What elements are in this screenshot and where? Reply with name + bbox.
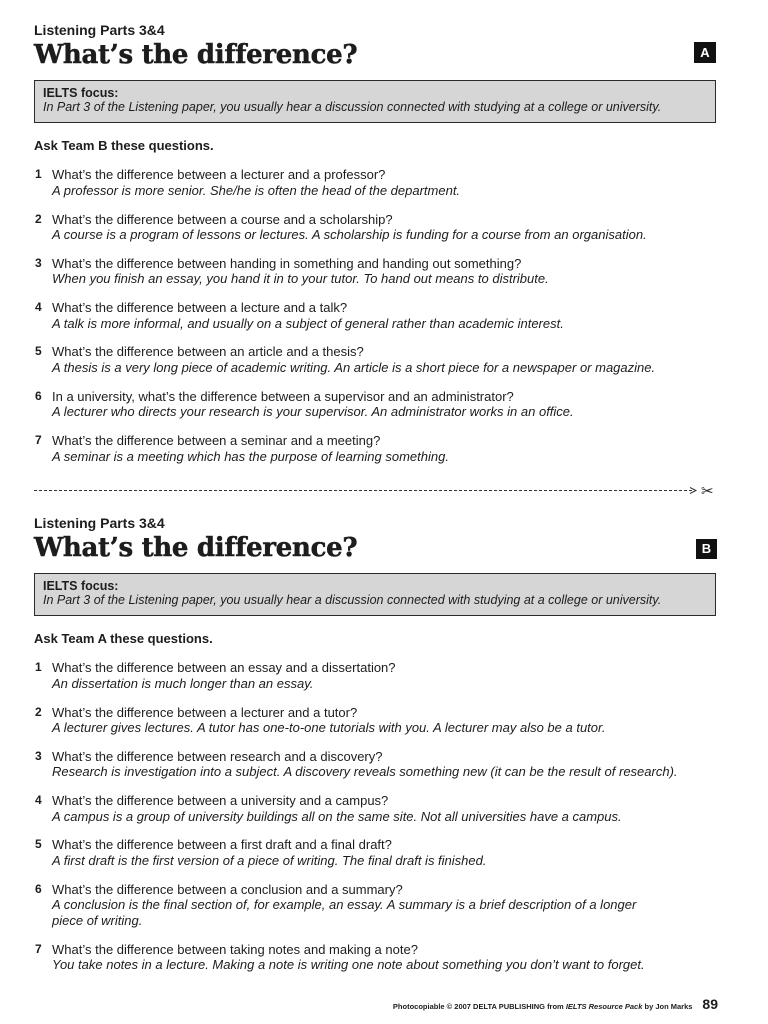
question-number: 6 <box>35 388 42 403</box>
question-text: What’s the difference between a lecture and a talk? <box>52 300 348 316</box>
question-item <box>34 660 718 691</box>
question-number: 1 <box>35 660 42 675</box>
section-kicker: Listening Parts 3&4 <box>34 22 165 38</box>
question-text: What’s the difference between handing in something and handing out something? <box>52 255 522 271</box>
question-number: 1 <box>35 167 42 182</box>
question-list <box>34 167 718 464</box>
page-number: 89 <box>702 996 718 1012</box>
question-text: What’s the difference between a lecturer and a tutor? <box>52 704 358 720</box>
focus-label: IELTS focus: <box>43 86 119 100</box>
question-number: 7 <box>35 941 42 956</box>
focus-box <box>34 573 716 616</box>
focus-box <box>34 80 716 123</box>
question-text: What’s the difference between a seminar and a meeting? <box>52 433 381 449</box>
question-item <box>34 389 718 420</box>
question-item <box>34 212 718 243</box>
question-text: What’s the difference between a lecturer and a professor? <box>52 167 386 183</box>
question-text: What’s the difference between a course and a scholarship? <box>52 211 393 227</box>
question-number: 2 <box>35 211 42 226</box>
section-title: What’s the difference? <box>34 533 358 563</box>
answer-text: You take notes in a lecture. Making a note is writing one note about something you don’t want to forget. <box>52 957 645 973</box>
answer-text: A lecturer who directs your research is your supervisor. An administrator works in an office. <box>52 404 574 420</box>
worksheet-section-b <box>34 515 718 973</box>
answer-text: A course is a program of lessons or lectures. A scholarship is funding for a course from an organisation. <box>52 227 647 243</box>
question-item <box>34 837 718 868</box>
question-text: What’s the difference between research and a discovery? <box>52 748 383 764</box>
question-text: What’s the difference between a conclusion and a summary? <box>52 881 403 897</box>
scissors-icon <box>701 482 714 500</box>
answer-text: A conclusion is the final section of, for example, an essay. A summary is a brief description of a longer piece of writing. <box>52 897 637 928</box>
question-number: 4 <box>35 793 42 808</box>
instruction-text: Ask Team B these questions. <box>34 138 214 153</box>
answer-text: A seminar is a meeting which has the purpose of learning something. <box>52 448 449 464</box>
team-badge: A <box>694 42 716 63</box>
question-item <box>34 167 718 198</box>
section-kicker: Listening Parts 3&4 <box>34 515 165 531</box>
answer-text: A talk is more informal, and usually on a subject of general rather than academic interest. <box>52 315 564 331</box>
focus-label: IELTS focus: <box>43 579 119 593</box>
question-text: What’s the difference between taking notes and making a note? <box>52 941 418 957</box>
answer-text: A campus is a group of university buildings all on the same site. Not all universities have a campus. <box>52 808 622 824</box>
answer-text: Research is investigation into a subject. A discovery reveals something new (it can be the result of research). <box>52 764 678 780</box>
question-number: 5 <box>35 344 42 359</box>
question-number: 4 <box>35 300 42 315</box>
section-title: What’s the difference? <box>34 40 358 70</box>
credit-prefix: Photocopiable © 2007 DELTA PUBLISHING from <box>392 1002 564 1011</box>
question-text: What’s the difference between a first draft and a final draft? <box>52 837 392 853</box>
question-item <box>34 300 718 331</box>
footer <box>393 996 718 1012</box>
answer-text: An dissertation is much longer than an essay. <box>52 675 314 691</box>
cut-line <box>34 485 724 497</box>
question-item <box>34 749 718 780</box>
question-item <box>34 942 718 973</box>
answer-text: A lecturer gives lectures. A tutor has one-to-one tutorials with you. A lecturer may also be a tutor. <box>52 720 606 736</box>
footer-credit <box>393 1002 693 1011</box>
question-item <box>34 256 718 287</box>
question-number: 3 <box>35 255 42 270</box>
question-number: 5 <box>35 837 42 852</box>
team-badge: B <box>696 539 717 559</box>
focus-text: In Part 3 of the Listening paper, you usually hear a discussion connected with studying at a college or university. <box>43 593 662 607</box>
question-text: What’s the difference between a university and a campus? <box>52 793 389 809</box>
question-number: 3 <box>35 748 42 763</box>
instruction-text: Ask Team A these questions. <box>34 631 213 646</box>
question-number: 2 <box>35 704 42 719</box>
question-number: 6 <box>35 881 42 896</box>
answer-text: A thesis is a very long piece of academic writing. An article is a short piece for a newspaper or magazine. <box>52 359 656 375</box>
question-item <box>34 705 718 736</box>
question-text: In a university, what’s the difference between a supervisor and an administrator? <box>52 388 514 404</box>
question-text: What’s the difference between an article and a thesis? <box>52 344 364 360</box>
question-item <box>34 433 718 464</box>
question-item <box>34 882 718 929</box>
dashed-cut-line <box>34 485 702 497</box>
credit-author: by Jon Marks <box>644 1002 693 1011</box>
question-item <box>34 344 718 375</box>
question-list <box>34 660 718 972</box>
focus-text: In Part 3 of the Listening paper, you usually hear a discussion connected with studying at a college or university. <box>43 100 662 114</box>
worksheet-section-a <box>34 22 718 464</box>
answer-text: A professor is more senior. She/he is often the head of the department. <box>52 182 461 198</box>
question-number: 7 <box>35 433 42 448</box>
answer-text: When you finish an essay, you hand it in to your tutor. To hand out means to distribute. <box>52 271 549 287</box>
question-item <box>34 793 718 824</box>
question-text: What’s the difference between an essay and a dissertation? <box>52 660 396 676</box>
book-title: IELTS Resource Pack <box>565 1002 643 1011</box>
answer-text: A first draft is the first version of a piece of writing. The final draft is finished. <box>52 852 487 868</box>
